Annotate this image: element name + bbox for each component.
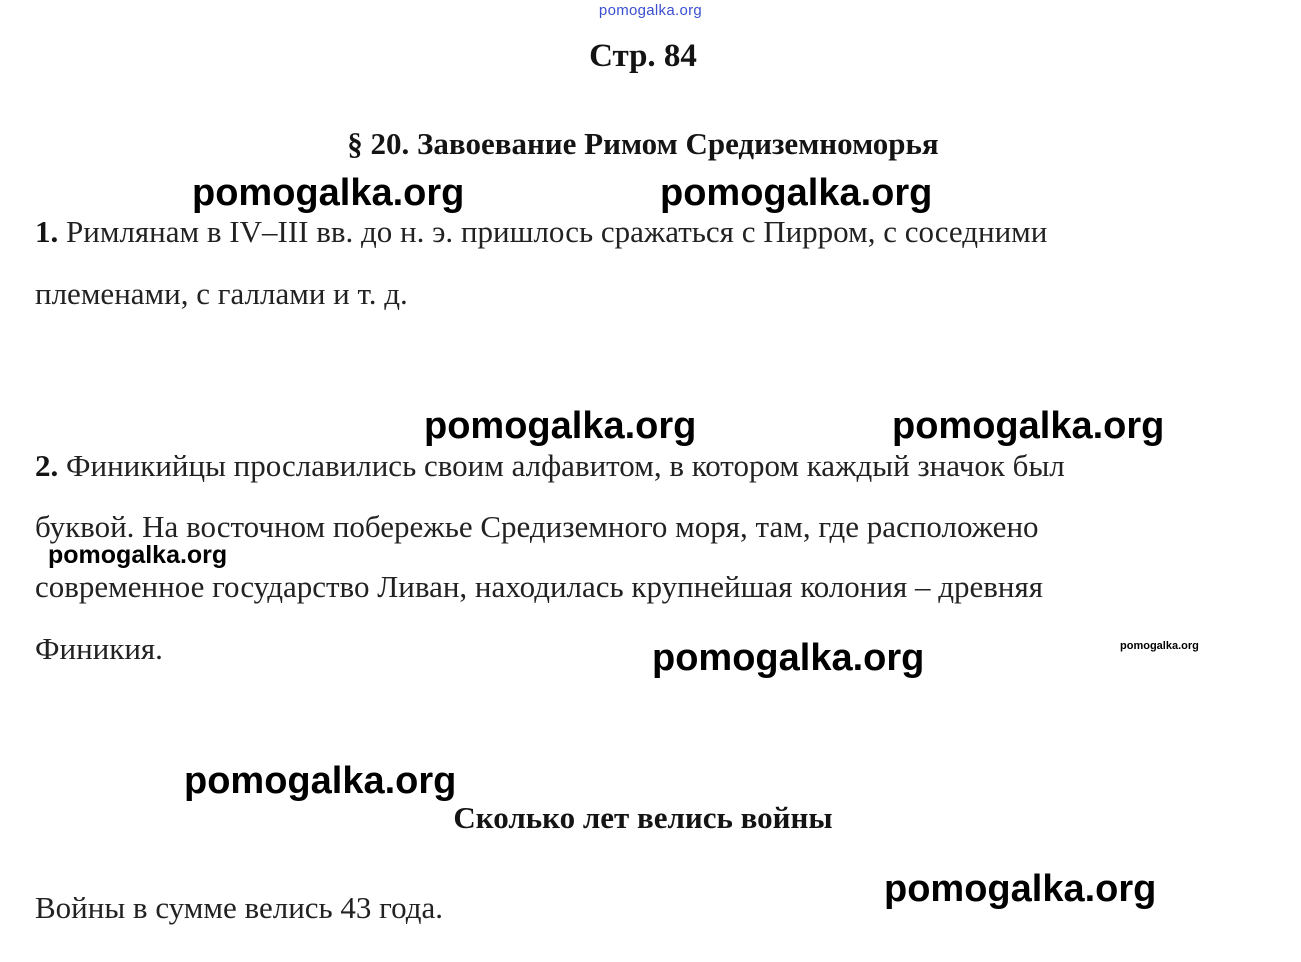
section-title: § 20. Завоевание Римом Средиземноморья — [347, 126, 939, 161]
answer-1-line-1 — [35, 214, 1047, 250]
watermark: pomogalka.org — [184, 760, 457, 802]
watermark: pomogalka.org — [192, 172, 465, 214]
answer-1-line-2: племенами, с галлами и т. д. — [35, 276, 408, 311]
answer-2-line-2: буквой. На восточном побережье Средиземного моря, там, где расположено — [35, 509, 1039, 544]
watermark: pomogalka.org — [660, 172, 933, 214]
site-link[interactable]: pomogalka.org — [598, 2, 703, 19]
watermark: pomogalka.org — [892, 405, 1165, 447]
answer-2-number: 2. — [35, 448, 59, 483]
watermark: pomogalka.org — [1120, 640, 1199, 652]
page-title: Стр. 84 — [589, 38, 697, 74]
final-answer: Войны в сумме велись 43 года. — [35, 890, 444, 925]
answer-2-line-3: современное государство Ливан, находилась крупнейшая колония – древняя — [35, 569, 1044, 604]
answer-1-number: 1. — [35, 214, 59, 249]
watermark: pomogalka.org — [652, 637, 925, 679]
answer-2-line-4: Финикия. — [35, 631, 163, 666]
answer-2-line-1 — [35, 448, 1065, 484]
watermark: pomogalka.org — [884, 868, 1157, 910]
subheading: Сколько лет велись войны — [453, 800, 833, 835]
answer-2-text: Финикийцы прославились своим алфавитом, в котором каждый значок был — [66, 448, 1065, 483]
watermark: pomogalka.org — [48, 541, 228, 569]
watermark: pomogalka.org — [424, 405, 697, 447]
answer-1-text: Римлянам в IV–III вв. до н. э. пришлось сражаться с Пирром, с соседними — [66, 214, 1048, 249]
